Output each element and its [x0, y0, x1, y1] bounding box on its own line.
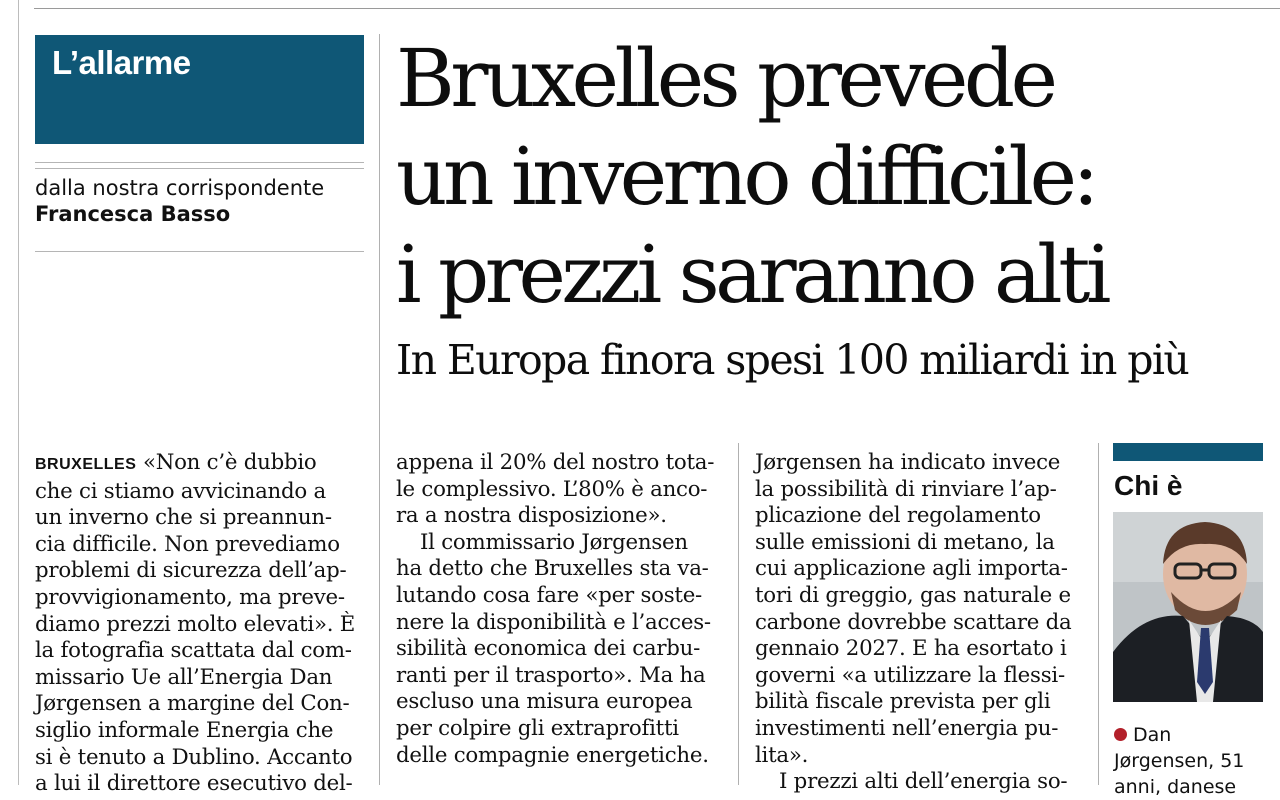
- kicker-label: L’allarme: [52, 44, 191, 81]
- text-line: investimenti nell’energia pu-: [755, 715, 1059, 741]
- text-line: la possibilità di rinviare l’ap-: [755, 476, 1057, 502]
- text-line: cia difficile. Non prevediamo: [35, 531, 340, 557]
- text-line: missario Ue all’Energia Dan: [35, 664, 333, 690]
- bullet-dot: [1114, 728, 1127, 741]
- text-line: Jørgensen ha indicato invece: [755, 450, 1061, 475]
- text-line: tori di greggio, gas naturale e: [755, 582, 1071, 608]
- text-line: la fotografia scattata dal com-: [35, 638, 352, 664]
- portrait-photo: [1113, 512, 1263, 702]
- kicker-box: [35, 35, 364, 144]
- byline-rule: [35, 251, 364, 252]
- text-line: gennaio 2027. E ha esortato i: [755, 636, 1067, 662]
- text-line: Jørgensen a margine del Con-: [35, 691, 350, 717]
- sidebar-accent-bar: [1113, 443, 1263, 461]
- article-column-2: [396, 450, 726, 769]
- text-line: a lui il direttore esecutivo del-: [35, 771, 353, 797]
- photo-caption: [1114, 722, 1274, 800]
- page-left-edge: [18, 0, 19, 785]
- sidebar-title: Chi è: [1114, 470, 1183, 501]
- text-line: si è tenuto a Dublino. Accanto: [35, 744, 353, 770]
- byline-prefix: dalla nostra corrispondente: [35, 176, 325, 200]
- text-line: lutando cosa fare «per soste-: [396, 582, 703, 608]
- text-line: bilità fiscale prevista per gli: [755, 689, 1051, 715]
- text-line: BRUXELLES «Non c’è dubbio: [35, 450, 317, 475]
- kicker-rule-2: [35, 168, 364, 169]
- article-column-3: [755, 450, 1085, 796]
- byline-author: Francesca Basso: [35, 202, 231, 226]
- caption-line: Dan: [1114, 722, 1274, 748]
- text-line: un inverno che si preannun-: [35, 505, 332, 531]
- text-line: governi «a utilizzare la flessi-: [755, 662, 1065, 688]
- column-divider-2: [738, 443, 739, 785]
- text-line: ranti per il trasporto». Ma ha: [396, 662, 706, 688]
- column-divider-3: [1098, 443, 1099, 785]
- text-line: sulle emissioni di metano, la: [755, 529, 1055, 555]
- text-line: escluso una misura europea: [396, 689, 693, 715]
- text-line: delle compagnie energetiche.: [396, 742, 709, 768]
- text-line: cui applicazione agli importa-: [755, 556, 1068, 582]
- portrait-illustration: [1113, 512, 1263, 702]
- caption-line: Jørgensen, 51: [1114, 750, 1245, 772]
- caption-line: anni, danese: [1114, 776, 1237, 798]
- text-line: carbone dovrebbe scattare da: [755, 609, 1072, 635]
- article-column-1: [35, 450, 365, 798]
- text-line: plicazione del regolamento: [755, 503, 1041, 529]
- subheadline: In Europa finora spesi 100 miliardi in più: [396, 336, 1189, 384]
- text-line: per colpire gli extraprofitti: [396, 715, 679, 741]
- text-line: Il commissario Jørgensen: [420, 529, 688, 555]
- text-line: lita».: [755, 742, 809, 768]
- column-divider-1: [379, 34, 380, 785]
- kicker-rule-1: [35, 162, 364, 163]
- text-line: problemi di sicurezza dell’ap-: [35, 558, 347, 584]
- top-rule: [34, 8, 1280, 9]
- text-line: diamo prezzi molto elevati». È: [35, 611, 356, 637]
- text-line: ra a nostra disposizione».: [396, 503, 667, 529]
- headline-line: un inverno difficile:: [396, 130, 1095, 223]
- text-line: provvigionamento, ma preve-: [35, 584, 345, 610]
- headline: [396, 30, 1276, 324]
- headline-line: i prezzi saranno alti: [396, 228, 1107, 321]
- dateline: BRUXELLES: [35, 456, 137, 473]
- text-line: ha detto che Bruxelles sta va-: [396, 556, 709, 582]
- text-line: che ci stiamo avvicinando a: [35, 478, 326, 504]
- text-line: I prezzi alti dell’energia so-: [779, 769, 1068, 795]
- text-line: siglio informale Energia che: [35, 717, 334, 743]
- text-line: sibilità economica dei carbu-: [396, 636, 701, 662]
- text-line: le complessivo. L’80% è anco-: [396, 476, 708, 502]
- text-line: appena il 20% del nostro tota-: [396, 450, 715, 475]
- text-line: nere la disponibilità e l’acces-: [396, 609, 711, 635]
- headline-line: Bruxelles prevede: [396, 32, 1054, 125]
